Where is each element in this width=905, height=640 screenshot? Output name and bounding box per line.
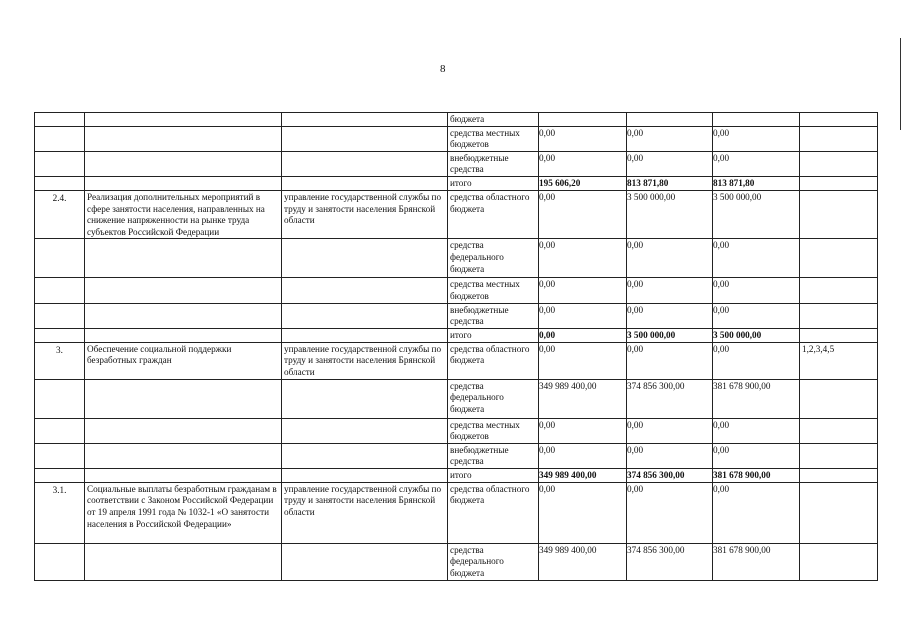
year3-amount-cell: 3 500 000,00 — [713, 190, 800, 238]
year1-amount-cell: 0,00 — [539, 482, 627, 543]
row-number-cell — [35, 278, 85, 303]
responsible-executor-cell — [282, 151, 448, 176]
table-row — [35, 342, 878, 379]
year3-amount-cell: 0,00 — [713, 126, 800, 151]
indicator-ref-cell: 1,2,3,4,5 — [800, 342, 878, 379]
year2-amount-cell — [627, 113, 713, 127]
year2-amount-cell: 374 856 300,00 — [627, 379, 713, 418]
responsible-executor-cell — [282, 126, 448, 151]
indicator-ref-cell — [800, 190, 878, 238]
year1-amount-cell: 349 989 400,00 — [539, 468, 627, 482]
year3-amount-cell: 813 871,80 — [713, 176, 800, 190]
funding-source-cell: итого — [448, 468, 539, 482]
table-row — [35, 126, 878, 151]
year2-amount-cell: 0,00 — [627, 126, 713, 151]
year1-amount-cell: 0,00 — [539, 126, 627, 151]
indicator-ref-cell — [800, 418, 878, 443]
year3-amount-cell: 381 678 900,00 — [713, 468, 800, 482]
indicator-ref-cell — [800, 443, 878, 468]
funding-source-cell: средства областного бюджета — [448, 342, 539, 379]
year2-amount-cell: 374 856 300,00 — [627, 468, 713, 482]
table-row-total — [35, 328, 878, 342]
year2-amount-cell: 3 500 000,00 — [627, 190, 713, 238]
year3-amount-cell: 381 678 900,00 — [713, 379, 800, 418]
year1-amount-cell: 0,00 — [539, 190, 627, 238]
year2-amount-cell: 0,00 — [627, 482, 713, 543]
responsible-executor-cell — [282, 418, 448, 443]
year3-amount-cell: 3 500 000,00 — [713, 328, 800, 342]
measure-description-cell — [85, 126, 282, 151]
row-number-cell: 3. — [35, 342, 85, 379]
measure-description-cell — [85, 443, 282, 468]
indicator-ref-cell — [800, 239, 878, 278]
funding-source-cell: средства федерального бюджета — [448, 379, 539, 418]
year1-amount-cell — [539, 113, 627, 127]
year1-amount-cell: 0,00 — [539, 328, 627, 342]
year1-amount-cell: 0,00 — [539, 418, 627, 443]
measure-description-cell — [85, 278, 282, 303]
year2-amount-cell: 0,00 — [627, 151, 713, 176]
responsible-executor-cell — [282, 303, 448, 328]
year1-amount-cell: 0,00 — [539, 278, 627, 303]
table-row — [35, 443, 878, 468]
funding-source-cell: средства областного бюджета — [448, 482, 539, 543]
measure-description-cell — [85, 418, 282, 443]
row-number-cell — [35, 543, 85, 580]
year1-amount-cell: 0,00 — [539, 303, 627, 328]
margin-line — [900, 38, 901, 130]
table-row — [35, 113, 878, 127]
row-number-cell — [35, 468, 85, 482]
measure-description-cell — [85, 176, 282, 190]
funding-source-cell: внебюджетные средства — [448, 443, 539, 468]
responsible-executor-cell — [282, 328, 448, 342]
year2-amount-cell: 0,00 — [627, 418, 713, 443]
row-number-cell — [35, 379, 85, 418]
responsible-executor-cell — [282, 468, 448, 482]
indicator-ref-cell — [800, 482, 878, 543]
row-number-cell — [35, 443, 85, 468]
indicator-ref-cell — [800, 278, 878, 303]
measure-description-cell — [85, 151, 282, 176]
year3-amount-cell: 0,00 — [713, 482, 800, 543]
year3-amount-cell — [713, 113, 800, 127]
year3-amount-cell: 0,00 — [713, 342, 800, 379]
indicator-ref-cell — [800, 151, 878, 176]
responsible-executor-cell: управление государственной службы по труду и занятости населения Брянской области — [282, 482, 448, 543]
row-number-cell — [35, 303, 85, 328]
funding-source-cell: средства федерального бюджета — [448, 543, 539, 580]
row-number-cell: 3.1. — [35, 482, 85, 543]
year3-amount-cell: 0,00 — [713, 151, 800, 176]
row-number-cell — [35, 113, 85, 127]
measure-description-cell — [85, 303, 282, 328]
year2-amount-cell: 0,00 — [627, 278, 713, 303]
measure-description-cell — [85, 328, 282, 342]
table-row — [35, 379, 878, 418]
funding-source-cell: итого — [448, 328, 539, 342]
year2-amount-cell: 374 856 300,00 — [627, 543, 713, 580]
responsible-executor-cell — [282, 176, 448, 190]
measure-description-cell — [85, 379, 282, 418]
year1-amount-cell: 349 989 400,00 — [539, 379, 627, 418]
year3-amount-cell: 0,00 — [713, 303, 800, 328]
responsible-executor-cell — [282, 443, 448, 468]
year3-amount-cell: 0,00 — [713, 278, 800, 303]
measure-description-cell: Обеспечение социальной поддержки безработных граждан — [85, 342, 282, 379]
table-row — [35, 239, 878, 278]
row-number-cell — [35, 126, 85, 151]
measure-description-cell — [85, 113, 282, 127]
indicator-ref-cell — [800, 468, 878, 482]
responsible-executor-cell — [282, 543, 448, 580]
table-row — [35, 278, 878, 303]
row-number-cell: 2.4. — [35, 190, 85, 238]
responsible-executor-cell — [282, 278, 448, 303]
funding-source-cell: средства местных бюджетов — [448, 278, 539, 303]
measure-description-cell — [85, 543, 282, 580]
year1-amount-cell: 0,00 — [539, 151, 627, 176]
measure-description-cell — [85, 239, 282, 278]
measure-description-cell — [85, 468, 282, 482]
responsible-executor-cell — [282, 239, 448, 278]
table-body — [35, 113, 878, 581]
funding-source-cell: внебюджетные средства — [448, 151, 539, 176]
row-number-cell — [35, 239, 85, 278]
indicator-ref-cell — [800, 543, 878, 580]
year2-amount-cell: 0,00 — [627, 443, 713, 468]
indicator-ref-cell — [800, 303, 878, 328]
year2-amount-cell: 3 500 000,00 — [627, 328, 713, 342]
measure-description-cell: Реализация дополнительных мероприятий в сфере занятости населения, направленных на снижение напряженности на рынке труда субъектов Российской Федерации — [85, 190, 282, 238]
program-funding-table — [34, 112, 878, 581]
year2-amount-cell: 0,00 — [627, 239, 713, 278]
page-number: 8 — [440, 63, 446, 75]
indicator-ref-cell — [800, 328, 878, 342]
funding-source-cell: бюджета — [448, 113, 539, 127]
table-row — [35, 482, 878, 543]
measure-description-cell: Социальные выплаты безработным гражданам в соответствии с Законом Российской Федерации от 19 апреля 1991 года № 1032-1 «О занятости населения в Российской Федерации» — [85, 482, 282, 543]
funding-source-cell: средства местных бюджетов — [448, 126, 539, 151]
table-row — [35, 151, 878, 176]
row-number-cell — [35, 418, 85, 443]
year1-amount-cell: 195 606,20 — [539, 176, 627, 190]
funding-source-cell: итого — [448, 176, 539, 190]
responsible-executor-cell — [282, 379, 448, 418]
year3-amount-cell: 381 678 900,00 — [713, 543, 800, 580]
funding-source-cell: средства областного бюджета — [448, 190, 539, 238]
responsible-executor-cell — [282, 113, 448, 127]
year3-amount-cell: 0,00 — [713, 239, 800, 278]
year2-amount-cell: 0,00 — [627, 342, 713, 379]
funding-source-cell: средства федерального бюджета — [448, 239, 539, 278]
indicator-ref-cell — [800, 126, 878, 151]
indicator-ref-cell — [800, 176, 878, 190]
row-number-cell — [35, 176, 85, 190]
indicator-ref-cell — [800, 113, 878, 127]
table-row-total — [35, 468, 878, 482]
year3-amount-cell: 0,00 — [713, 418, 800, 443]
year2-amount-cell: 0,00 — [627, 303, 713, 328]
year1-amount-cell: 349 989 400,00 — [539, 543, 627, 580]
table-row — [35, 190, 878, 238]
row-number-cell — [35, 328, 85, 342]
table-row-total — [35, 176, 878, 190]
responsible-executor-cell: управление государственной службы по труду и занятости населения Брянской области — [282, 342, 448, 379]
funding-source-cell: средства местных бюджетов — [448, 418, 539, 443]
funding-source-cell: внебюджетные средства — [448, 303, 539, 328]
table-row — [35, 303, 878, 328]
year1-amount-cell: 0,00 — [539, 443, 627, 468]
row-number-cell — [35, 151, 85, 176]
year1-amount-cell: 0,00 — [539, 239, 627, 278]
indicator-ref-cell — [800, 379, 878, 418]
table-row — [35, 418, 878, 443]
year3-amount-cell: 0,00 — [713, 443, 800, 468]
responsible-executor-cell: управление государственной службы по труду и занятости населения Брянской области — [282, 190, 448, 238]
year1-amount-cell: 0,00 — [539, 342, 627, 379]
year2-amount-cell: 813 871,80 — [627, 176, 713, 190]
table-row — [35, 543, 878, 580]
